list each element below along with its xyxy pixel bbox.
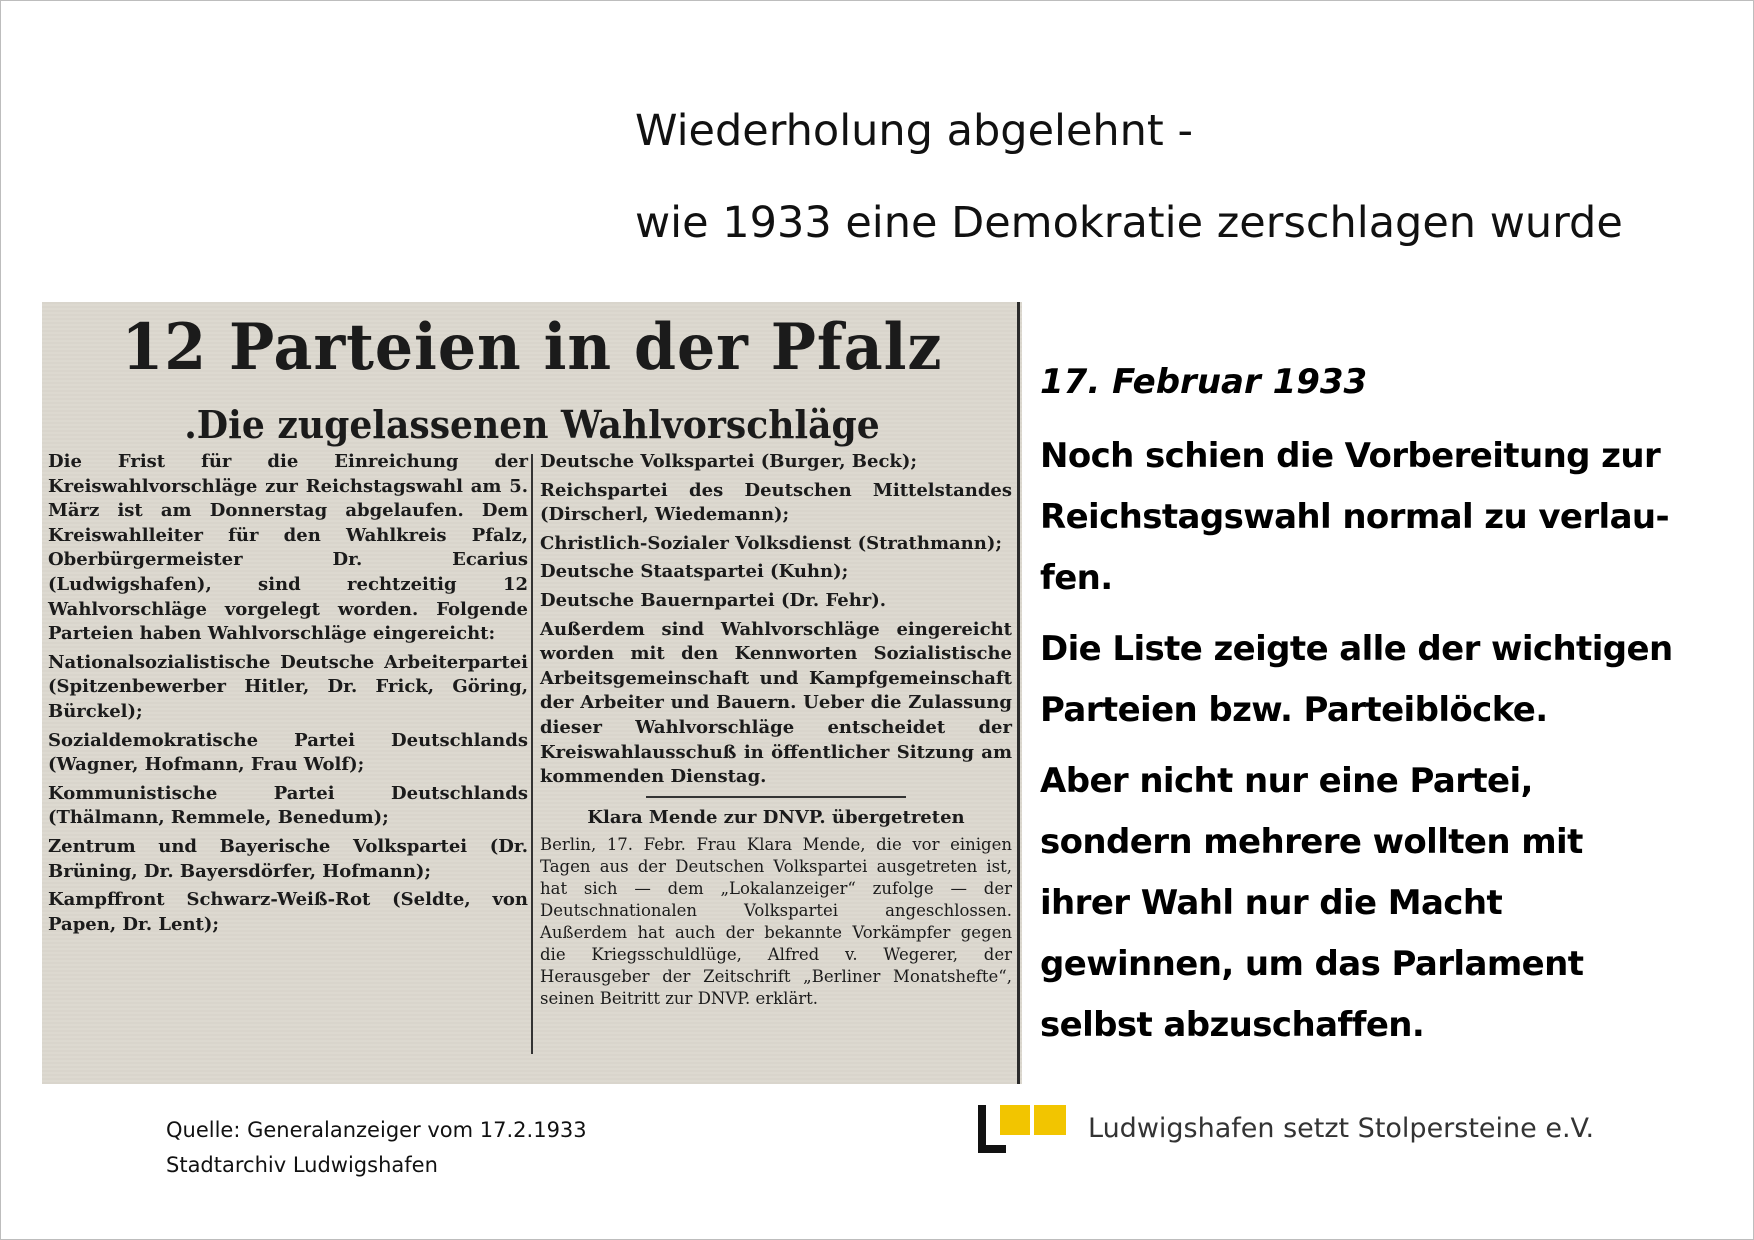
- newspaper-paragraph: Reichspartei des Deutschen Mittelstandes (Dirscherl, Wiedemann);: [540, 479, 1012, 526]
- logo-l-horizontal: [978, 1145, 1006, 1153]
- logo-square-right: [1034, 1105, 1066, 1135]
- newspaper-paragraph: Sozialdemokratische Partei Deutschlands (Wagner, Hofmann, Frau Wolf);: [48, 729, 528, 776]
- source-caption: [166, 1113, 587, 1183]
- title-block: [635, 85, 1623, 269]
- newspaper-column-divider: [531, 454, 533, 1054]
- newspaper-sub-headline: Klara Mende zur DNVP. übergetreten: [587, 806, 965, 828]
- newspaper-subheadline: .Die zugelassenen Wahlvorschläge: [184, 402, 880, 447]
- logo-text: Ludwigshafen setzt Stolpersteine e.V.: [1088, 1113, 1595, 1144]
- newspaper-left-column: [48, 450, 528, 941]
- newspaper-sub-text: Berlin, 17. Febr. Frau Klara Mende, die vor einigen Tagen aus der Deutschen Volkspartei ausgetreten ist, hat sich — dem „Lokalanzeiger“ zufolge — der Deutschnationalen Volkspartei angeschlossen. Außerdem hat auch der bekannte Vorkämpfer gegen die Kriegsschuldlüge, Alfred v. Wegerer, der Herausgeber der Zeitschrift „Berliner Monatshefte“, seinen Beitritt zur DNVP. erklärt.: [540, 835, 1012, 1009]
- commentary-paragraph-3: Aber nicht nur eine Partei, sondern mehrere wollten mit ihrer Wahl nur die Macht gewinnen, um das Parlament selbst abzuschaffen.: [1040, 761, 1584, 1045]
- stolpersteine-logo-icon: [978, 1103, 1068, 1155]
- newspaper-paragraph: Zentrum und Bayerische Volkspartei (Dr. Brüning, Dr. Bayersdörfer, Hofmann);: [48, 835, 528, 882]
- title-line-1: Wiederholung abgelehnt -: [635, 106, 1193, 156]
- source-line-1: Quelle: Generalanzeiger vom 17.2.1933: [166, 1118, 587, 1142]
- source-line-2: Stadtarchiv Ludwigshafen: [166, 1153, 438, 1177]
- newspaper-paragraph: Deutsche Volkspartei (Burger, Beck);: [540, 451, 918, 472]
- newspaper-paragraph: Nationalsozialistische Deutsche Arbeiterpartei (Spitzenbewerber Hitler, Dr. Frick, Göring, Bürckel);: [48, 651, 528, 722]
- newspaper-headline: 12 Parteien in der Pfalz: [121, 310, 943, 385]
- newspaper-paragraph: Die Frist für die Einreichung der Kreiswahlvorschläge zur Reichstagswahl am 5. März ist am Donnerstag abgelaufen. Dem Kreiswahlleiter für den Wahlkreis Pfalz, Oberbürgermeister Dr. Ecarius (Ludwigshafen), sind rechtzeitig 12 Wahlvorschläge vorgelegt worden. Folgende Parteien haben Wahlvorschläge eingereicht:: [48, 451, 528, 645]
- newspaper-paragraph: Deutsche Bauernpartei (Dr. Fehr).: [540, 589, 887, 611]
- newspaper-paragraph: Deutsche Staatspartei (Kuhn);: [540, 561, 849, 583]
- newspaper-right-column: [540, 450, 1012, 1014]
- newspaper-paragraph: Kommunistische Partei Deutschlands (Thälmann, Remmele, Benedum);: [48, 782, 528, 829]
- logo-square-left: [1000, 1105, 1030, 1135]
- commentary-date: 17. Februar 1933: [1040, 362, 1368, 402]
- title-line-2: wie 1933 eine Demokratie zerschlagen wurde: [635, 198, 1623, 248]
- commentary-paragraph-1: Noch schien die Vorbereitung zur Reichstagswahl normal zu verlau-fen.: [1040, 436, 1670, 598]
- commentary-text: [1040, 358, 1680, 1066]
- newspaper-rule: [646, 796, 906, 798]
- newspaper-paragraph: Außerdem sind Wahlvorschläge eingereicht worden mit den Kennworten Sozialistische Arbeitsgemeinschaft und Kampfgemeinschaft der Arbeiter und Bauern. Ueber die Zulassung dieser Wahlvorschläge entscheidet der Kreiswahlausschuß in öffentlicher Sitzung am kommenden Dienstag.: [540, 618, 1012, 788]
- newspaper-paragraph: Kampffront Schwarz-Weiß-Rot (Seldte, von Papen, Dr. Lent);: [48, 889, 528, 935]
- newspaper-paragraph: Christlich-Sozialer Volksdienst (Strathmann);: [540, 532, 1003, 554]
- commentary-paragraph-2: Die Liste zeigte alle der wichtigen Parteien bzw. Parteiblöcke.: [1040, 629, 1673, 730]
- newspaper-clipping: [42, 302, 1022, 1084]
- clipping-column-rule: [1017, 302, 1020, 1084]
